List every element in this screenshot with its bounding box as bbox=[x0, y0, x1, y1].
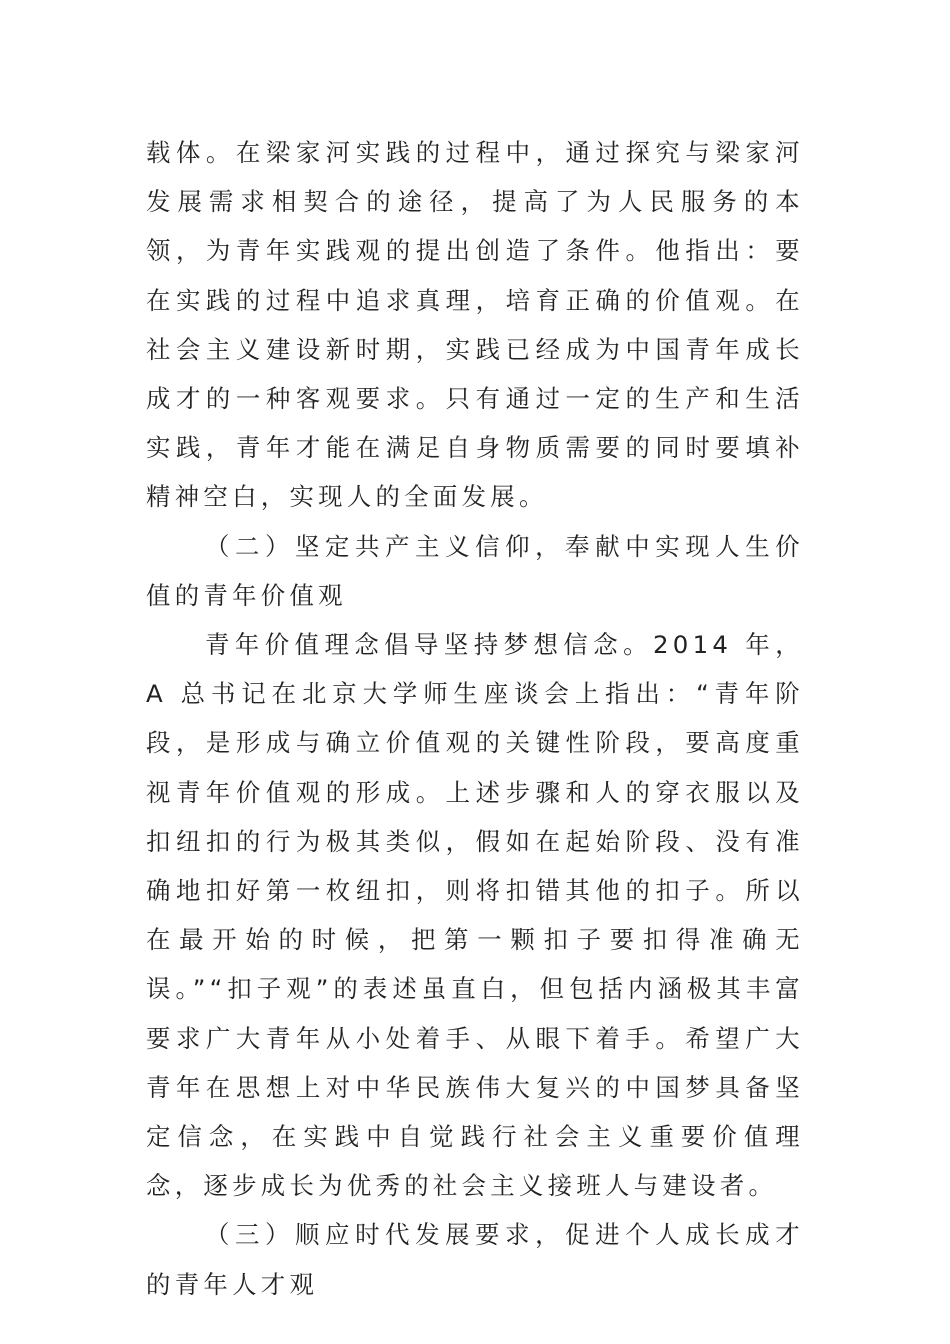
document-page bbox=[146, 128, 804, 1309]
body-paragraph-continuation: 载体。在梁家河实践的过程中，通过探究与梁家河发展需求相契合的途径，提高了为人民服务的本领，为青年实践观的提出创造了条件。他指出：要在实践的过程中追求真理，培育正确的价值观。在社会主义建设新时期，实践已经成为中国青年成长成才的一种客观要求。只有通过一定的生产和生活实践，青年才能在满足自身物质需要的同时要填补精神空白，实现人的全面发展。 bbox=[146, 138, 804, 512]
body-paragraph-values: 青年价值理念倡导坚持梦想信念。2014 年，A 总书记在北京大学师生座谈会上指出：“青年阶段，是形成与确立价值观的关键性阶段，要高度重视青年价值观的形成。上述步骤和人的穿衣服以及扣纽扣的行为极其类似，假如在起始阶段、没有准确地扣好第一枚纽扣，则将扣错其他的扣子。所以在最开始的时候，把第一颗扣子要扣得准确无误。”“扣子观”的表述虽直白，但包括内涵极其丰富要求广大青年从小处着手、从眼下着手。希望广大青年在思想上对中华民族伟大复兴的中国梦具备坚定信念，在实践中自觉践行社会主义重要价值理念，逐步成长为优秀的社会主义接班人与建设者。 bbox=[146, 630, 804, 1201]
section-heading-3: （三）顺应时代发展要求，促进个人成长成才的青年人才观 bbox=[146, 1220, 804, 1299]
section-heading-2: （二）坚定共产主义信仰，奉献中实现人生价值的青年价值观 bbox=[146, 531, 804, 610]
